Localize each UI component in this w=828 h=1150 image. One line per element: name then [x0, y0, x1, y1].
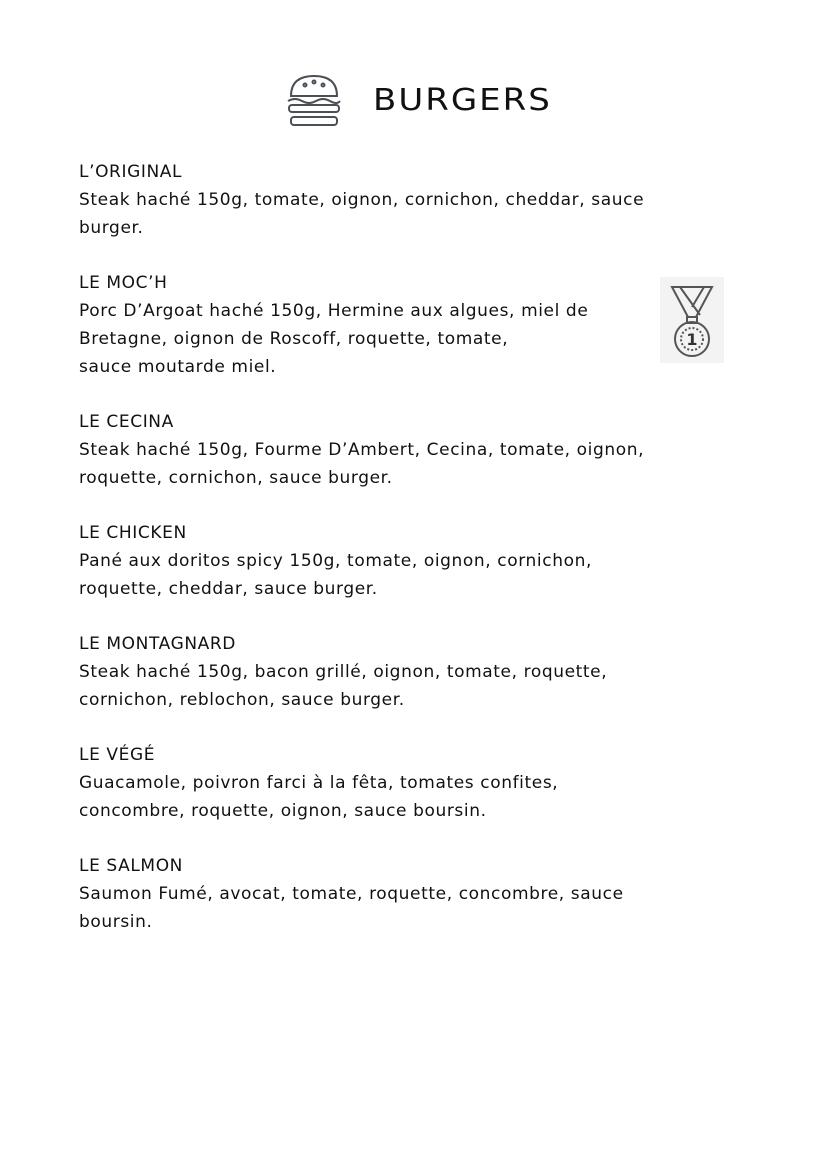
medal-badge — [660, 277, 724, 363]
menu-item-name: L’ORIGINAL — [79, 162, 183, 182]
burger-icon — [285, 72, 343, 128]
menu-item — [79, 158, 729, 242]
menu-item-description-line: Bretagne, oignon de Roscoff, roquette, tomate, — [79, 329, 509, 349]
menu-item-description-line: Pané aux doritos spicy 150g, tomate, oignon, cornichon, — [79, 551, 592, 571]
menu-item — [79, 630, 729, 714]
burger-menu-list — [79, 158, 729, 963]
menu-item-name: LE MOC’H — [79, 273, 168, 293]
menu-item-description-line: Steak haché 150g, bacon grillé, oignon, tomate, roquette, — [79, 662, 608, 682]
medal-first-place-icon — [660, 277, 724, 363]
menu-item-name: LE CECINA — [79, 412, 174, 432]
menu-item-name: LE CHICKEN — [79, 523, 187, 543]
menu-item — [79, 519, 729, 603]
menu-item-description-line: Guacamole, poivron farci à la fêta, tomates confites, — [79, 773, 559, 793]
menu-item — [79, 852, 729, 936]
menu-item-description-line: concombre, roquette, oignon, sauce boursin. — [79, 801, 487, 821]
menu-item — [79, 408, 729, 492]
menu-item — [79, 741, 729, 825]
menu-item-description-line: boursin. — [79, 912, 153, 932]
menu-item-name: LE MONTAGNARD — [79, 634, 236, 654]
menu-item-description-line: roquette, cheddar, sauce burger. — [79, 579, 378, 599]
menu-item — [79, 269, 729, 381]
menu-item-description-line: Steak haché 150g, tomate, oignon, cornichon, cheddar, sauce — [79, 190, 645, 210]
page-title: BURGERS — [373, 82, 552, 118]
menu-item-description-line: Saumon Fumé, avocat, tomate, roquette, concombre, sauce — [79, 884, 624, 904]
medal-number: 1 — [686, 330, 698, 349]
menu-item-description-line: Steak haché 150g, Fourme D’Ambert, Cecina, tomate, oignon, — [79, 440, 645, 460]
menu-item-description-line: Porc D’Argoat haché 150g, Hermine aux algues, miel de — [79, 301, 589, 321]
menu-item-description-line: roquette, cornichon, sauce burger. — [79, 468, 393, 488]
menu-item-description-line: sauce moutarde miel. — [79, 357, 277, 377]
menu-item-description-line: burger. — [79, 218, 144, 238]
page-header — [285, 72, 552, 128]
menu-item-name: LE VÉGÉ — [79, 745, 156, 765]
menu-item-name: LE SALMON — [79, 856, 183, 876]
menu-item-description-line: cornichon, reblochon, sauce burger. — [79, 690, 405, 710]
